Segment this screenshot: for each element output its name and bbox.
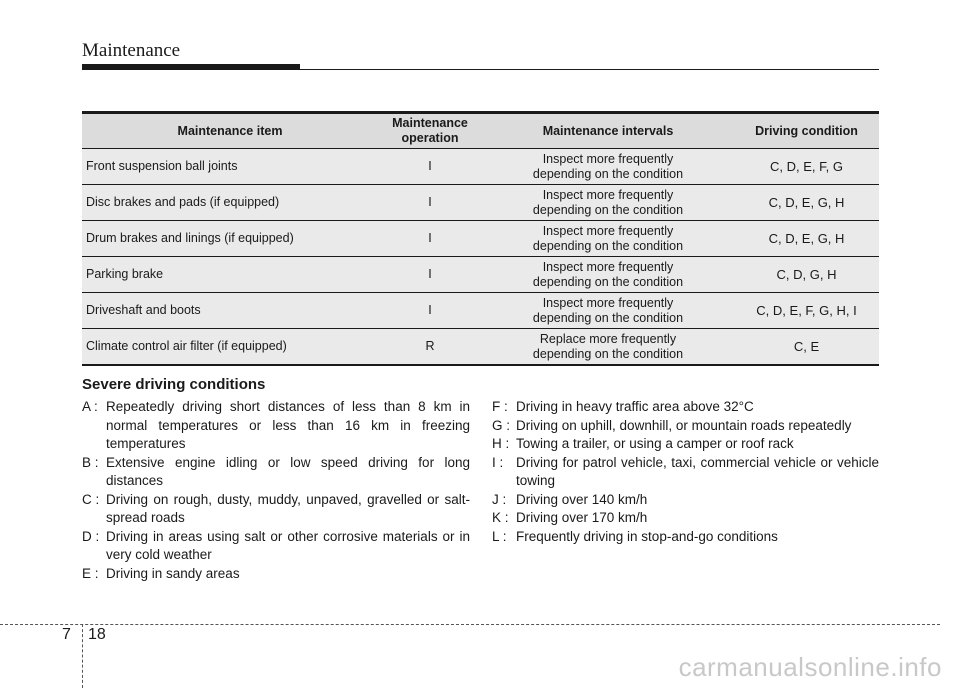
condition-letter: E : — [82, 565, 99, 581]
interval-line: Replace more frequently — [539, 331, 677, 346]
cell-item: Driveshaft and boots — [82, 293, 378, 329]
cell-item: Drum brakes and linings (if equipped) — [82, 221, 378, 257]
condition-letter: D : — [82, 528, 100, 544]
condition-text: Driving on rough, dusty, muddy, unpaved, gravelled or salt-spread roads — [106, 491, 470, 525]
footer-page-divider — [82, 624, 83, 688]
condition-letter: H : — [492, 436, 510, 451]
list-item — [82, 491, 470, 528]
condition-letter: I : — [492, 454, 504, 470]
cell-condition: C, E — [734, 329, 879, 366]
severe-conditions-heading: Severe driving conditions — [82, 376, 266, 393]
watermark: carmanualsonline.info — [678, 652, 942, 682]
interval-line: Inspect more frequently — [542, 295, 674, 310]
interval-line: depending on the condition — [532, 346, 684, 361]
interval-line: depending on the condition — [532, 202, 684, 217]
header-maintenance-item: Maintenance item — [82, 113, 378, 149]
cell-operation: I — [378, 293, 482, 329]
table-row — [82, 293, 879, 329]
cell-condition: C, D, G, H — [734, 257, 879, 293]
cell-item: Parking brake — [82, 257, 378, 293]
table-row — [82, 221, 879, 257]
condition-letter: A : — [82, 399, 98, 414]
cell-operation: I — [378, 257, 482, 293]
condition-text: Frequently driving in stop-and-go conditions — [516, 528, 778, 544]
page-section-title: Maintenance — [82, 40, 181, 61]
list-item — [492, 528, 879, 547]
condition-text: Driving in heavy traffic area above 32°C — [516, 399, 754, 414]
interval-line: depending on the condition — [532, 238, 684, 253]
condition-letter: C : — [82, 491, 100, 507]
condition-text: Driving over 170 km/h — [516, 510, 648, 525]
interval-line: Inspect more frequently — [542, 259, 674, 274]
list-item — [492, 491, 879, 510]
interval-line: Inspect more frequently — [542, 187, 674, 202]
list-item — [492, 417, 879, 436]
list-item — [82, 528, 470, 565]
list-item — [492, 398, 879, 417]
condition-text: Driving for patrol vehicle, taxi, commercial vehicle or vehicle towing — [516, 454, 879, 488]
header-maintenance-operation: Maintenance operation — [378, 113, 482, 149]
interval-line: depending on the condition — [532, 274, 684, 289]
condition-text: Driving on uphill, downhill, or mountain roads repeatedly — [516, 417, 852, 433]
condition-letter: B : — [82, 454, 99, 470]
conditions-list-left — [82, 398, 470, 583]
page-number: 18 — [88, 626, 106, 643]
table-row — [82, 257, 879, 293]
cell-operation: I — [378, 149, 482, 185]
table-header-row — [82, 113, 879, 149]
list-item — [492, 435, 879, 454]
condition-text: Driving in sandy areas — [106, 565, 240, 581]
condition-text: Towing a trailer, or using a camper or roof rack — [516, 436, 794, 451]
list-item — [492, 454, 879, 491]
table-row — [82, 149, 879, 185]
maintenance-table — [82, 111, 879, 366]
conditions-list-right — [492, 398, 879, 546]
cell-operation: I — [378, 185, 482, 221]
condition-letter: G : — [492, 417, 511, 433]
cell-item: Front suspension ball joints — [82, 149, 378, 185]
header-rule-thin — [300, 69, 879, 70]
header-maintenance-intervals: Maintenance intervals — [482, 113, 734, 149]
list-item — [82, 454, 470, 491]
cell-interval — [482, 185, 734, 221]
condition-text: Extensive engine idling or low speed driving for long distances — [106, 454, 470, 488]
footer-divider — [0, 624, 940, 625]
interval-line: Inspect more frequently — [542, 151, 674, 166]
cell-operation: I — [378, 221, 482, 257]
cell-condition: C, D, E, F, G, H, I — [734, 293, 879, 329]
chapter-number: 7 — [62, 626, 71, 643]
interval-line: depending on the condition — [532, 166, 684, 181]
table-row — [82, 185, 879, 221]
table-row — [82, 329, 879, 366]
condition-text: Driving in areas using salt or other corrosive materials or in very cold weather — [106, 528, 470, 562]
cell-condition: C, D, E, G, H — [734, 221, 879, 257]
condition-letter: L : — [492, 528, 507, 544]
cell-interval — [482, 293, 734, 329]
header-rule-thick — [82, 64, 300, 70]
list-item — [82, 565, 470, 584]
interval-line: Inspect more frequently — [542, 223, 674, 238]
cell-operation: R — [378, 329, 482, 366]
condition-text: Repeatedly driving short distances of less than 8 km in normal temperatures or less than 16 km in freezing temperatures — [106, 399, 470, 451]
cell-item: Climate control air filter (if equipped) — [82, 329, 378, 366]
condition-letter: F : — [492, 399, 508, 414]
interval-line: depending on the condition — [532, 310, 684, 325]
cell-interval — [482, 149, 734, 185]
list-item — [492, 509, 879, 528]
cell-condition: C, D, E, G, H — [734, 185, 879, 221]
cell-interval — [482, 257, 734, 293]
header-driving-condition: Driving condition — [734, 113, 879, 149]
condition-text: Driving over 140 km/h — [516, 491, 648, 507]
condition-letter: K : — [492, 510, 509, 525]
cell-interval — [482, 329, 734, 366]
cell-interval — [482, 221, 734, 257]
cell-condition: C, D, E, F, G — [734, 149, 879, 185]
condition-letter: J : — [492, 491, 507, 507]
cell-item: Disc brakes and pads (if equipped) — [82, 185, 378, 221]
list-item — [82, 398, 470, 454]
